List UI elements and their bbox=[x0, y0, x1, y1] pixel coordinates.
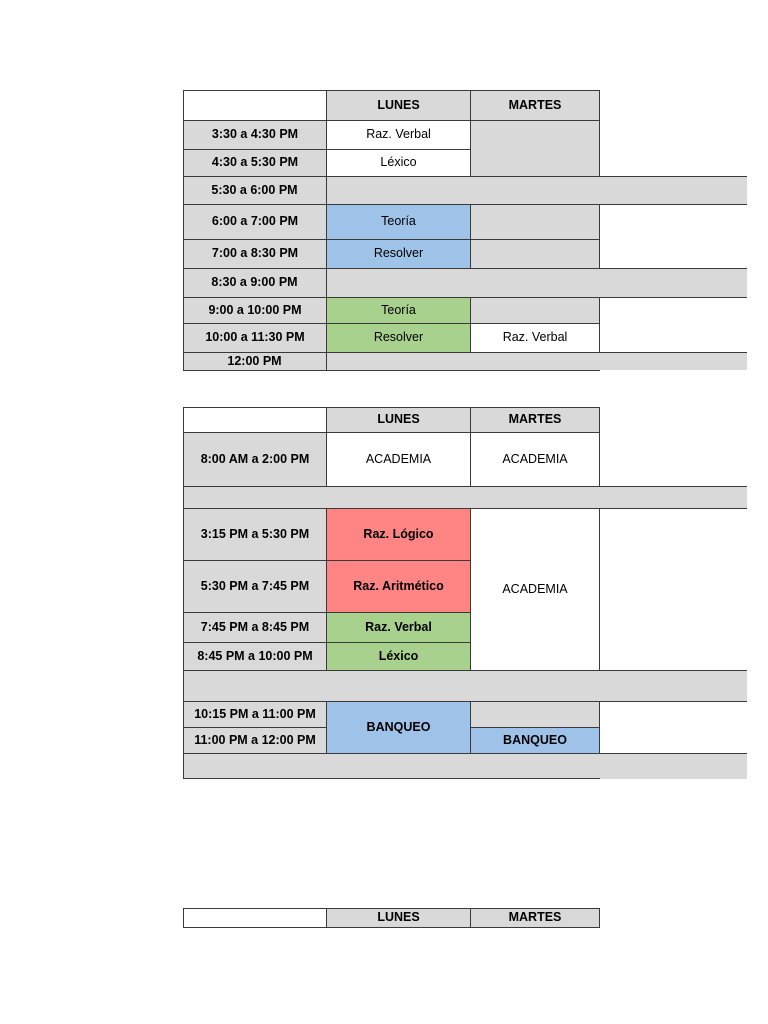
time-cell: 8:30 a 9:00 PM bbox=[183, 268, 327, 298]
martes-cell: Raz. Verbal bbox=[470, 323, 600, 353]
time-cell: 5:30 a 6:00 PM bbox=[183, 176, 327, 205]
time-cell: 10:00 a 11:30 PM bbox=[183, 323, 327, 353]
time-cell: 12:00 PM bbox=[183, 352, 327, 371]
martes-cell bbox=[470, 204, 600, 240]
band-edge-mask bbox=[600, 370, 747, 372]
lunes-cell: Teoría bbox=[326, 297, 471, 324]
header-martes: MARTES bbox=[470, 908, 600, 928]
time-cell: 3:30 a 4:30 PM bbox=[183, 120, 327, 150]
lunes-cell: Raz. Lógico bbox=[326, 508, 471, 561]
lunes-cell: Raz. Verbal bbox=[326, 612, 471, 643]
lunes-cell: Resolver bbox=[326, 239, 471, 269]
lunes-cell: Teoría bbox=[326, 204, 471, 240]
header-blank-cell bbox=[183, 908, 327, 928]
lunes-cell: Léxico bbox=[326, 149, 471, 177]
header-martes: MARTES bbox=[470, 90, 600, 121]
time-cell: 8:00 AM a 2:00 PM bbox=[183, 432, 327, 487]
header-blank-cell bbox=[183, 407, 327, 433]
time-cell: 7:45 PM a 8:45 PM bbox=[183, 612, 327, 643]
lunes-merged-cell: BANQUEO bbox=[326, 701, 471, 754]
time-cell: 9:00 a 10:00 PM bbox=[183, 297, 327, 324]
martes-cell: BANQUEO bbox=[470, 727, 600, 754]
time-cell: 7:00 a 8:30 PM bbox=[183, 239, 327, 269]
break-band bbox=[183, 486, 747, 509]
martes-cell bbox=[470, 239, 600, 269]
break-band bbox=[183, 670, 747, 702]
header-lunes: LUNES bbox=[326, 908, 471, 928]
lunes-cell: Léxico bbox=[326, 642, 471, 671]
martes-cell bbox=[470, 701, 600, 728]
header-lunes: LUNES bbox=[326, 90, 471, 121]
header-martes: MARTES bbox=[470, 407, 600, 433]
bottom-border-line bbox=[183, 778, 600, 779]
lunes-cell: Raz. Verbal bbox=[326, 120, 471, 150]
time-cell: 4:30 a 5:30 PM bbox=[183, 149, 327, 177]
martes-merged-cell bbox=[470, 120, 600, 177]
header-blank-cell bbox=[183, 90, 327, 121]
header-lunes: LUNES bbox=[326, 407, 471, 433]
time-cell: 5:30 PM a 7:45 PM bbox=[183, 560, 327, 613]
break-band bbox=[183, 753, 747, 779]
time-cell: 6:00 a 7:00 PM bbox=[183, 204, 327, 240]
lunes-cell: Resolver bbox=[326, 323, 471, 353]
time-cell: 8:45 PM a 10:00 PM bbox=[183, 642, 327, 671]
lunes-cell: Raz. Aritmético bbox=[326, 560, 471, 613]
time-cell: 11:00 PM a 12:00 PM bbox=[183, 727, 327, 754]
time-cell: 3:15 PM a 5:30 PM bbox=[183, 508, 327, 561]
martes-cell: ACADEMIA bbox=[470, 432, 600, 487]
martes-cell bbox=[470, 297, 600, 324]
martes-merged-cell: ACADEMIA bbox=[470, 508, 600, 671]
time-cell: 10:15 PM a 11:00 PM bbox=[183, 701, 327, 728]
lunes-cell: ACADEMIA bbox=[326, 432, 471, 487]
